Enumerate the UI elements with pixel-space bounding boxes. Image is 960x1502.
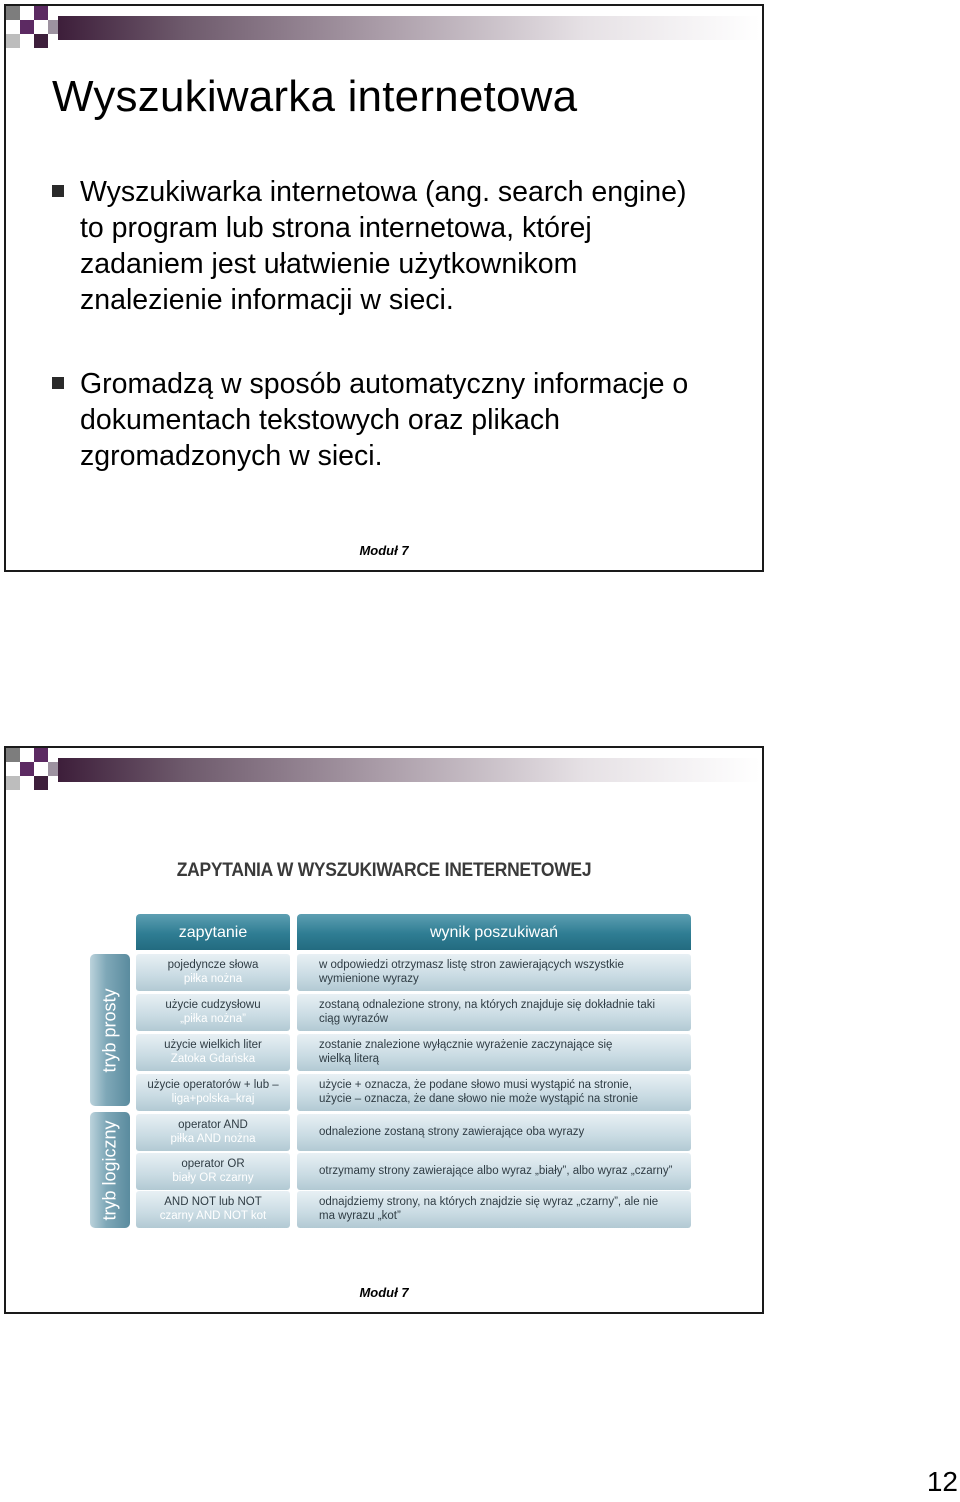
mode-simple-text: tryb prosty xyxy=(99,987,120,1073)
header-gradient-bar xyxy=(58,16,760,40)
slide-footer: Moduł 7 xyxy=(359,543,409,558)
query-label: pojedyncze słowa xyxy=(167,959,259,971)
mode-logic-label xyxy=(90,1112,130,1228)
page-number: 12 xyxy=(926,1466,958,1497)
query-cell xyxy=(136,1074,290,1111)
query-cell xyxy=(136,994,290,1031)
slide-footer: Moduł 7 xyxy=(359,1285,409,1300)
query-cell xyxy=(136,1114,290,1151)
header-square xyxy=(6,6,20,20)
bullet-text: Gromadzą w sposób automatyczny informacje o dokumentach tekstowych oraz plikach zgromadzonych w sieci. xyxy=(80,368,689,472)
diagram-title: ZAPYTANIA W WYSZUKIWARCE INETERNETOWEJ xyxy=(176,860,592,881)
query-label: operator OR xyxy=(181,1158,245,1170)
query-example: piłka AND nożna xyxy=(170,1133,256,1145)
column-header-result: wynik poszukiwań xyxy=(297,914,691,950)
bullet-item xyxy=(52,366,742,474)
bullet-item xyxy=(52,174,742,318)
query-cell xyxy=(136,1191,290,1228)
result-cell: otrzymamy strony zawierające albo wyraz „biały”, albo wyraz „czarny” xyxy=(297,1153,691,1190)
header-square xyxy=(34,776,48,790)
result-cell: odnalezione zostaną strony zawierające oba wyrazy xyxy=(297,1114,691,1151)
query-example: Zatoka Gdańska xyxy=(170,1053,256,1065)
query-cell xyxy=(136,954,290,991)
result-cell: użycie + oznacza, że podane słowo musi wystąpić na stronie, użycie – oznacza, że dane słowo nie może wystąpić na stronie xyxy=(297,1074,691,1111)
query-example: „piłka nożna” xyxy=(180,1013,246,1025)
header-square xyxy=(6,748,20,762)
column-header-query: zapytanie xyxy=(136,914,290,950)
query-cell xyxy=(136,1034,290,1071)
header-square xyxy=(6,776,20,790)
query-example: piłka nożna xyxy=(183,973,243,985)
query-cell xyxy=(136,1153,290,1190)
header-square xyxy=(34,6,48,20)
query-example: czarny AND NOT kot xyxy=(159,1210,267,1222)
slide-2 xyxy=(4,746,764,1314)
query-example: biały OR czarny xyxy=(172,1172,254,1184)
query-label: AND NOT lub NOT xyxy=(164,1196,262,1208)
header-gradient-bar xyxy=(58,758,760,782)
query-label: użycie wielkich liter xyxy=(164,1039,262,1051)
query-label: użycie cudzysłowu xyxy=(165,999,261,1011)
query-label: operator AND xyxy=(178,1119,248,1131)
query-example: liga+polska–kraj xyxy=(171,1093,255,1105)
square-bullet-icon xyxy=(52,185,64,197)
slide-1 xyxy=(4,4,764,572)
result-cell: zostanie znalezione wyłącznie wyrażenie zaczynające się wielką literą xyxy=(297,1034,691,1071)
bullet-text: Wyszukiwarka internetowa (ang. search engine) to program lub strona internetowa, której zadaniem jest ułatwienie użytkownikom znalezienie informacji w sieci. xyxy=(80,176,687,316)
result-cell: zostaną odnalezione strony, na których znajduje się dokładnie taki ciąg wyrazów xyxy=(297,994,691,1031)
header-square xyxy=(20,20,34,34)
mode-simple-label xyxy=(90,954,130,1106)
result-cell: odnajdziemy strony, na których znajdzie się wyraz „czarny”, ale nie ma wyrazu „kot” xyxy=(297,1191,691,1228)
result-cell: w odpowiedzi otrzymasz listę stron zawierających wszystkie wymienione wyrazy xyxy=(297,954,691,991)
header-square xyxy=(34,34,48,48)
square-bullet-icon xyxy=(52,377,64,389)
header-square xyxy=(6,34,20,48)
slide-title: Wyszukiwarka internetowa xyxy=(52,72,578,121)
mode-logic-text: tryb logiczny xyxy=(99,1119,120,1221)
header-square xyxy=(20,762,34,776)
header-square xyxy=(34,748,48,762)
query-label: użycie operatorów + lub – xyxy=(147,1079,279,1091)
